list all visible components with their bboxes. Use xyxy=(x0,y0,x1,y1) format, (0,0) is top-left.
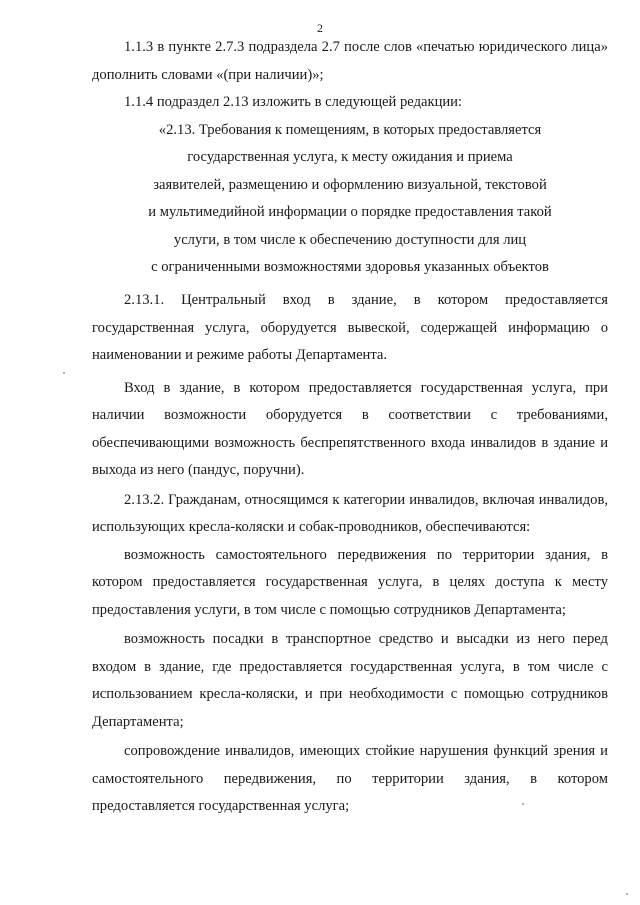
list-item-escort: сопровождение инвалидов, имеющих стойкие нарушения функций зрения и самостоятельного передвижения, по территории здания, в котором предоставляется государственная услуга; xyxy=(92,743,608,814)
heading-line: государственная услуга, к месту ожидания и приема xyxy=(187,149,513,166)
list-item-transport: возможность посадки в транспортное средство и высадки из него перед входом в здание, где предоставляется государственная услуга, в том числе с использованием кресла-коляски, и при необходимости с помощью сотрудников Департамента; xyxy=(92,631,608,730)
section-body xyxy=(92,287,608,821)
amendment-item-1-1-3: 1.1.3 в пункте 2.7.3 подраздела 2.7 после слов «печатью юридического лица» дополнить словами «(при наличии)»; xyxy=(92,39,608,83)
amendment-item-1-1-4: 1.1.4 подраздел 2.13 изложить в следующей редакции: xyxy=(124,94,463,110)
scan-speck xyxy=(63,372,65,374)
heading-line: с ограниченными возможностями здоровья указанных объектов xyxy=(151,259,549,276)
list-item-movement: возможность самостоятельного передвижения по территории здания, в котором предоставляется государственная услуга, в целях доступа к месту предоставления услуги, в том числе с помощью сотрудников Департамента; xyxy=(92,546,608,618)
heading-line: услуги, в том числе к обеспечению доступности для лиц xyxy=(173,231,527,248)
paragraph-entrance-accessibility: Вход в здание, в котором предоставляется государственная услуга, при наличии возможности оборудуется в соответствии с требованиями, обеспечивающими возможность беспрепятственного входа инвалидов в здание и выхода из него (пандус, поручни). xyxy=(92,379,608,478)
amendment-items xyxy=(92,34,608,117)
heading-line: и мультимедийной информации о порядке предоставления такой xyxy=(148,204,552,221)
heading-line: заявителей, размещению и оформлению визуальной, текстовой xyxy=(153,176,547,193)
scan-speck xyxy=(626,893,628,895)
paragraph-2-13-2: 2.13.2. Гражданам, относящимся к категории инвалидов, включая инвалидов, использующих кресла-коляски и собак-проводников, обеспечиваются: xyxy=(92,491,608,535)
heading-line: «2.13. Требования к помещениям, в которых предоставляется xyxy=(158,122,542,138)
page-number: 2 xyxy=(317,21,323,35)
scan-speck xyxy=(522,803,524,805)
paragraph-2-13-1: 2.13.1. Центральный вход в здание, в котором предоставляется государственная услуга, оборудуется вывеской, содержащей информацию о наименовании и режиме работы Департамента. xyxy=(92,292,608,363)
section-heading xyxy=(92,117,608,281)
